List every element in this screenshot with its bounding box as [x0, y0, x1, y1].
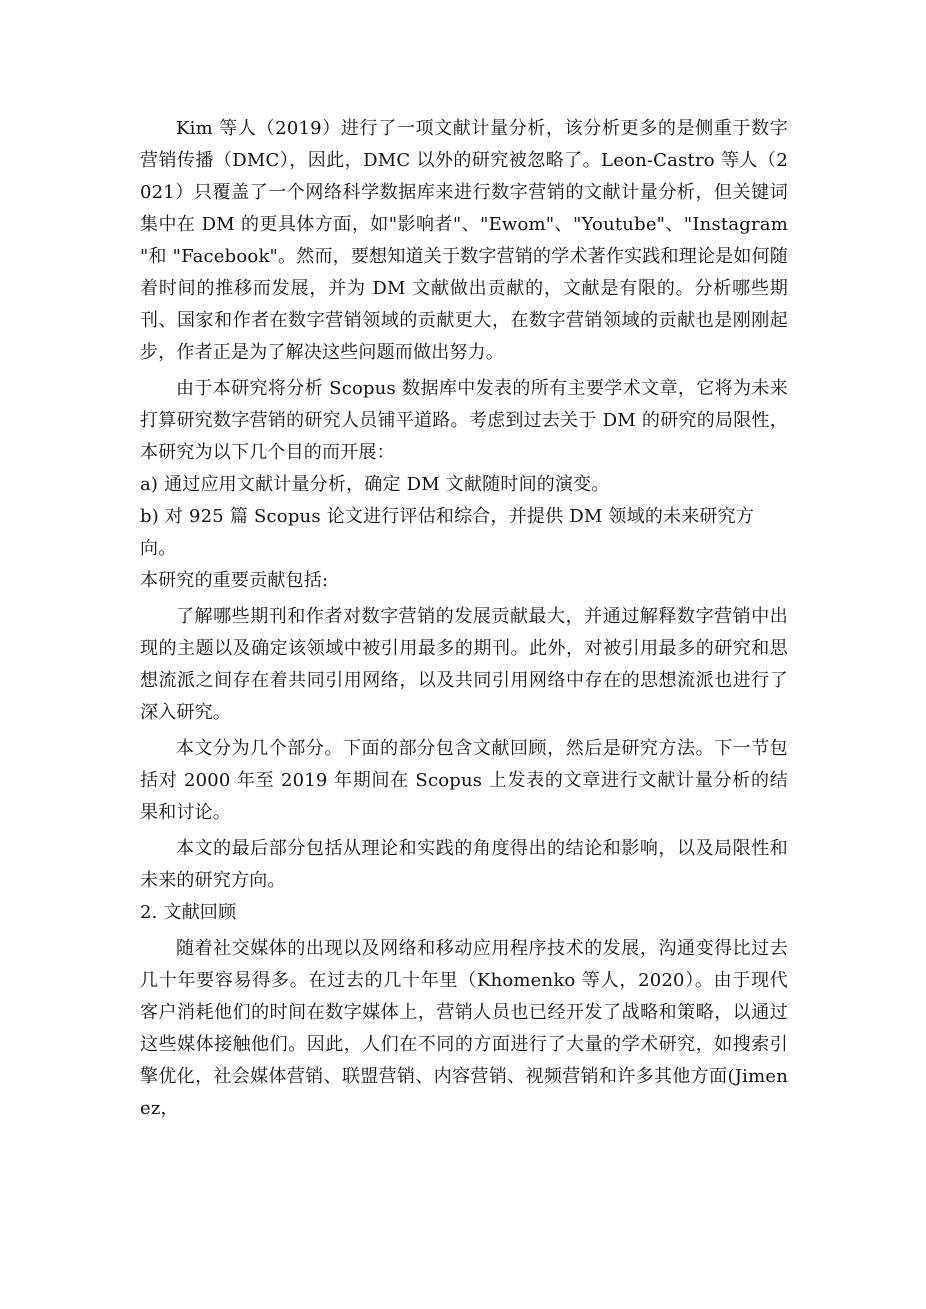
paragraph-conclusion-outline: 本文的最后部分包括从理论和实践的角度得出的结论和影响，以及局限性和未来的研究方向。: [140, 838, 788, 891]
paragraph-literature-gap: Kim 等人（2019）进行了一项文献计量分析，该分析更多的是侧重于数字营销传播（DMC），因此，DMC 以外的研究被忽略了。Leon-Castro 等人（2021）只覆盖了一个网络科学数据库来进行数字营销的文献计量分析，但关键词集中在 DM 的更具体方面，如"影响者"、"Ewom"、"Youtube"、"Instagram "和 "Facebook"。然而，要想知道关于数字营销的学术著作实践和理论是如何随着时间的推移而发展，并为 DM 文献做出贡献的，文献是有限的。分析哪些期刊、国家和作者在数字营销领域的贡献更大，在数字营销领域的贡献也是刚刚起步，作者正是为了解决这些问题而做出努力。: [140, 118, 788, 363]
list-item-b: b) 对 925 篇 Scopus 论文进行评估和综合，并提供 DM 领域的未来研究方向。: [140, 506, 755, 559]
document-page: [140, 113, 788, 1125]
paragraph-structure: 本文分为几个部分。下面的部分包含文献回顾，然后是研究方法。下一节包括对 2000 年至 2019 年期间在 Scopus 上发表的文章进行文献计量分析的结果和讨论。: [140, 738, 788, 823]
contributions-title: 本研究的重要贡献包括:: [140, 570, 329, 591]
list-item-a: a) 通过应用文献计量分析，确定 DM 文献随时间的演变。: [140, 474, 610, 495]
paragraph-study-purpose: 由于本研究将分析 Scopus 数据库中发表的所有主要学术文章，它将为未来打算研究数字营销的研究人员铺平道路。考虑到过去关于 DM 的研究的局限性，本研究为以下几个目的而开展：: [140, 378, 788, 463]
paragraph-contributions: 了解哪些期刊和作者对数字营销的发展贡献最大，并通过解释数字营销中出现的主题以及确定该领域中被引用最多的期刊。此外，对被引用最多的研究和思想流派之间存在着共同引用网络，以及共同引用网络中存在的思想流派也进行了深入研究。: [140, 606, 788, 723]
section-heading-literature-review: 2. 文献回顾: [140, 902, 237, 923]
paragraph-literature-review: 随着社交媒体的出现以及网络和移动应用程序技术的发展，沟通变得比过去几十年要容易得多。在过去的几十年里（Khomenko 等人，2020）。由于现代客户消耗他们的时间在数字媒体上，营销人员也已经开发了战略和策略，以通过这些媒体接触他们。因此，人们在不同的方面进行了大量的学术研究，如搜索引擎优化，社会媒体营销、联盟营销、内容营销、视频营销和许多其他方面(Jimenez，: [140, 938, 788, 1119]
